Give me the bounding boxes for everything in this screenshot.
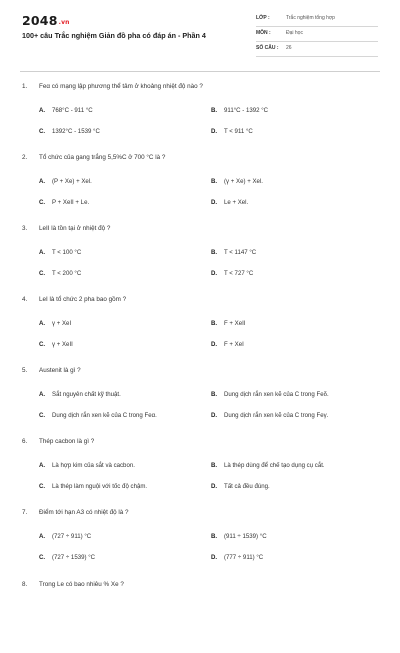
answer-option[interactable] <box>211 554 263 561</box>
option-letter: A. <box>39 462 46 469</box>
answer-option[interactable] <box>211 178 263 185</box>
meta-value-mon: Đại học <box>286 30 303 36</box>
option-text: Le + Xel. <box>224 199 249 206</box>
option-letter: C. <box>39 483 46 490</box>
option-letter: A. <box>39 107 46 114</box>
header-divider <box>20 71 380 72</box>
answer-option[interactable] <box>211 107 268 114</box>
option-letter: A. <box>39 178 46 185</box>
answer-option[interactable] <box>211 462 325 469</box>
question-number: 1. <box>22 83 28 90</box>
option-text: 1392°C - 1539 °C <box>52 128 100 135</box>
answer-option[interactable] <box>211 483 270 490</box>
site-logo[interactable] <box>22 13 70 28</box>
answer-option[interactable] <box>211 341 244 348</box>
question-number: 8. <box>22 581 28 588</box>
option-text: (727 ÷ 911) °C <box>52 533 92 540</box>
answer-option[interactable] <box>39 320 71 327</box>
meta-label-lop: LỚP : <box>256 15 270 21</box>
question-item <box>0 296 400 368</box>
option-text: T < 100 °C <box>52 249 82 256</box>
question-number: 3. <box>22 225 28 232</box>
option-letter: C. <box>39 199 46 206</box>
document-header <box>0 0 400 72</box>
option-text: Tất cả đều đúng. <box>224 483 270 490</box>
option-letter: D. <box>211 412 218 419</box>
question-item <box>0 367 400 439</box>
option-text: (γ + Xe) + Xel. <box>224 178 263 185</box>
option-letter: C. <box>39 412 46 419</box>
option-letter: C. <box>39 270 46 277</box>
option-letter: B. <box>211 391 218 398</box>
option-letter: C. <box>39 554 46 561</box>
option-letter: B. <box>211 178 218 185</box>
option-letter: C. <box>39 341 46 348</box>
option-text: (911 ÷ 1539) °C <box>224 533 267 540</box>
answer-option[interactable] <box>211 320 246 327</box>
option-text: 768°C - 911 °C <box>52 107 93 114</box>
meta-row-lop <box>256 13 378 27</box>
option-text: (P + Xe) + Xel. <box>52 178 92 185</box>
meta-value-so-cau: 26 <box>286 45 292 51</box>
question-item <box>0 225 400 297</box>
answer-option[interactable] <box>39 412 157 419</box>
meta-row-mon <box>256 28 378 42</box>
question-text: LeII là tồn tại ở nhiệt độ ? <box>39 225 111 232</box>
option-text: T < 1147 °C <box>224 249 257 256</box>
option-letter: A. <box>39 533 46 540</box>
option-letter: C. <box>39 128 46 135</box>
option-text: Dung dịch rắn xen kẽ của C trong Feδ. <box>224 391 329 398</box>
question-item <box>0 83 400 155</box>
meta-value-lop: Trắc nghiệm tổng hợp <box>286 15 335 21</box>
option-letter: D. <box>211 270 218 277</box>
answer-option[interactable] <box>39 483 147 490</box>
answer-option[interactable] <box>211 199 248 206</box>
option-text: Là thép làm nguội với tốc độ chậm. <box>52 483 148 490</box>
answer-option[interactable] <box>39 533 91 540</box>
question-text: Thép cacbon là gì ? <box>39 438 95 445</box>
option-text: 911°C - 1392 °C <box>224 107 269 114</box>
question-item <box>0 509 400 581</box>
option-letter: D. <box>211 341 218 348</box>
answer-option[interactable] <box>211 533 267 540</box>
option-letter: A. <box>39 320 46 327</box>
option-letter: A. <box>39 249 46 256</box>
option-letter: D. <box>211 554 218 561</box>
option-letter: D. <box>211 199 218 206</box>
question-text: Feα có mạng lập phương thể tâm ở khoảng nhiệt độ nào ? <box>39 83 203 90</box>
question-text: Austenit là gì ? <box>39 367 81 374</box>
question-text: Điểm tới hạn A3 có nhiệt độ là ? <box>39 509 129 516</box>
option-text: F + XeI <box>224 341 244 348</box>
answer-option[interactable] <box>211 128 253 135</box>
option-letter: B. <box>211 462 218 469</box>
answer-option[interactable] <box>39 391 121 398</box>
answer-option[interactable] <box>211 391 329 398</box>
answer-option[interactable] <box>39 128 100 135</box>
logo-text: 2048 <box>22 13 58 28</box>
question-item <box>0 438 400 510</box>
option-letter: B. <box>211 533 218 540</box>
option-text: Là thép dùng để chế tạo dụng cụ cắt. <box>224 462 325 469</box>
option-letter: A. <box>39 391 46 398</box>
answer-option[interactable] <box>211 249 256 256</box>
answer-option[interactable] <box>39 554 95 561</box>
answer-option[interactable] <box>39 462 135 469</box>
answer-option[interactable] <box>39 270 81 277</box>
logo-suffix: .vn <box>58 19 70 26</box>
question-text: LeI là tổ chức 2 pha bao gồm ? <box>39 296 127 303</box>
question-number: 2. <box>22 154 28 161</box>
option-text: (727 ÷ 1539) °C <box>52 554 96 561</box>
option-letter: D. <box>211 483 218 490</box>
answer-option[interactable] <box>211 270 253 277</box>
question-number: 5. <box>22 367 28 374</box>
meta-label-mon: MÔN : <box>256 30 271 36</box>
answer-option[interactable] <box>39 341 73 348</box>
question-text: Tổ chức của gang trắng 5,5%C ở 700 °C là ? <box>39 154 166 161</box>
option-letter: B. <box>211 249 218 256</box>
option-text: γ + XeI <box>52 320 72 327</box>
question-number: 6. <box>22 438 28 445</box>
meta-row-so-cau <box>256 43 378 57</box>
option-text: Dung dịch rắn xen kẽ của C trong Feγ. <box>224 412 329 419</box>
answer-option[interactable] <box>39 249 81 256</box>
option-letter: B. <box>211 107 218 114</box>
option-text: (777 ÷ 911) °C <box>224 554 264 561</box>
question-text: Trong Le có bao nhiêu % Xe ? <box>39 581 124 588</box>
option-text: Sắt nguyên chất kỹ thuật. <box>52 391 121 398</box>
option-text: Dung dịch rắn xen kẽ của C trong Feα. <box>52 412 157 419</box>
option-text: T < 911 °C <box>224 128 253 135</box>
option-text: Là hợp kim của sắt và cacbon. <box>52 462 135 469</box>
question-number: 4. <box>22 296 28 303</box>
document-title: 100+ câu Trắc nghiệm Giản đồ pha có đáp án - Phần 4 <box>22 31 206 40</box>
option-text: T < 727 °C <box>224 270 254 277</box>
answer-option[interactable] <box>39 107 93 114</box>
option-letter: D. <box>211 128 218 135</box>
answer-option[interactable] <box>39 178 92 185</box>
option-text: F + XeII <box>224 320 246 327</box>
meta-label-so-cau: SỐ CÂU : <box>256 45 279 51</box>
option-text: γ + XeII <box>52 341 73 348</box>
answer-option[interactable] <box>39 199 89 206</box>
option-text: T < 200 °C <box>52 270 82 277</box>
answer-option[interactable] <box>211 412 328 419</box>
question-number: 7. <box>22 509 28 516</box>
question-item <box>0 581 400 653</box>
option-text: P + XeII + Le. <box>52 199 90 206</box>
question-item <box>0 154 400 226</box>
option-letter: B. <box>211 320 218 327</box>
